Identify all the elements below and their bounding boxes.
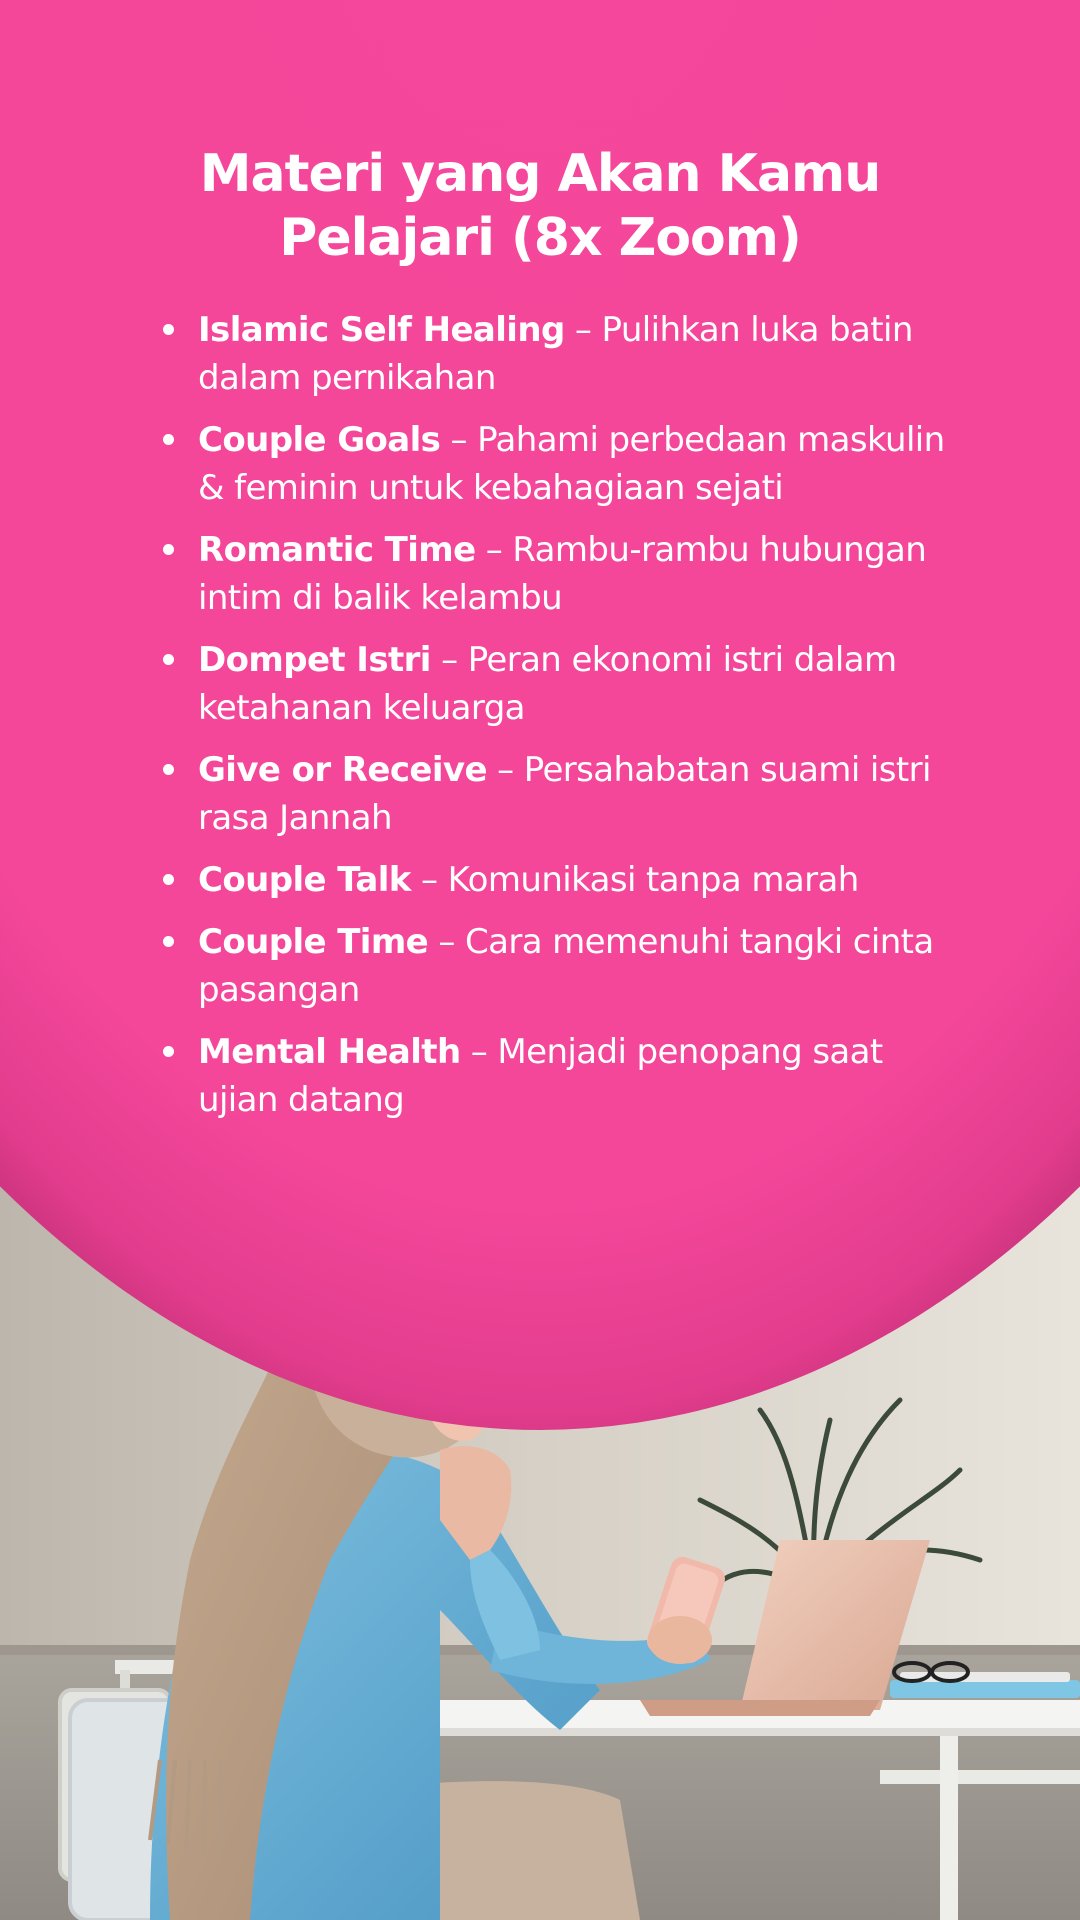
topic-list [160, 306, 960, 1138]
bullet-icon [163, 874, 174, 885]
bullet-icon [163, 1046, 174, 1057]
topic-item [160, 1028, 960, 1124]
topic-description: Komunikasi tanpa marah [447, 860, 859, 900]
title-line-1: Materi yang Akan Kamu [199, 144, 881, 204]
topic-name: Couple Talk [198, 860, 411, 900]
bullet-icon [163, 764, 174, 775]
bullet-icon [163, 936, 174, 947]
topic-separator: – [428, 922, 465, 962]
topic-description: Menjadi penopang saat ujian datang [198, 1032, 883, 1120]
title-line-2: Pelajari (8x Zoom) [279, 208, 801, 268]
topic-item [160, 636, 960, 732]
topic-description: Pulihkan luka batin dalam pernikahan [198, 310, 913, 398]
topic-name: Couple Goals [198, 420, 441, 460]
topic-item [160, 746, 960, 842]
topic-separator: – [430, 640, 468, 680]
topic-separator: – [475, 530, 513, 570]
topic-item [160, 918, 960, 1014]
topic-separator: – [410, 860, 448, 900]
topic-separator: – [440, 420, 478, 460]
bullet-icon [163, 544, 174, 555]
topic-name: Islamic Self Healing [198, 310, 565, 350]
topic-name: Mental Health [198, 1032, 461, 1072]
topic-name: Give or Receive [198, 750, 487, 790]
topic-item [160, 856, 960, 904]
topic-separator: – [486, 750, 524, 790]
topic-name: Couple Time [198, 922, 429, 962]
topic-separator: – [460, 1032, 498, 1072]
topic-description: Rambu-rambu hubungan intim di balik kelambu [198, 530, 927, 618]
topic-item [160, 306, 960, 402]
topic-description: Pahami perbedaan maskulin & feminin untuk kebahagiaan sejati [198, 420, 945, 508]
topic-description: Persahabatan suami istri rasa Jannah [198, 750, 931, 838]
page-title [90, 142, 990, 270]
topic-name: Dompet Istri [198, 640, 431, 680]
topic-item [160, 526, 960, 622]
bullet-icon [163, 434, 174, 445]
topic-name: Romantic Time [198, 530, 476, 570]
topic-item [160, 416, 960, 512]
topic-separator: – [564, 310, 602, 350]
topic-description: Peran ekonomi istri dalam ketahanan keluarga [198, 640, 897, 728]
topic-description: Cara memenuhi tangki cinta pasangan [198, 922, 934, 1010]
bullet-icon [163, 654, 174, 665]
bullet-icon [163, 324, 174, 335]
